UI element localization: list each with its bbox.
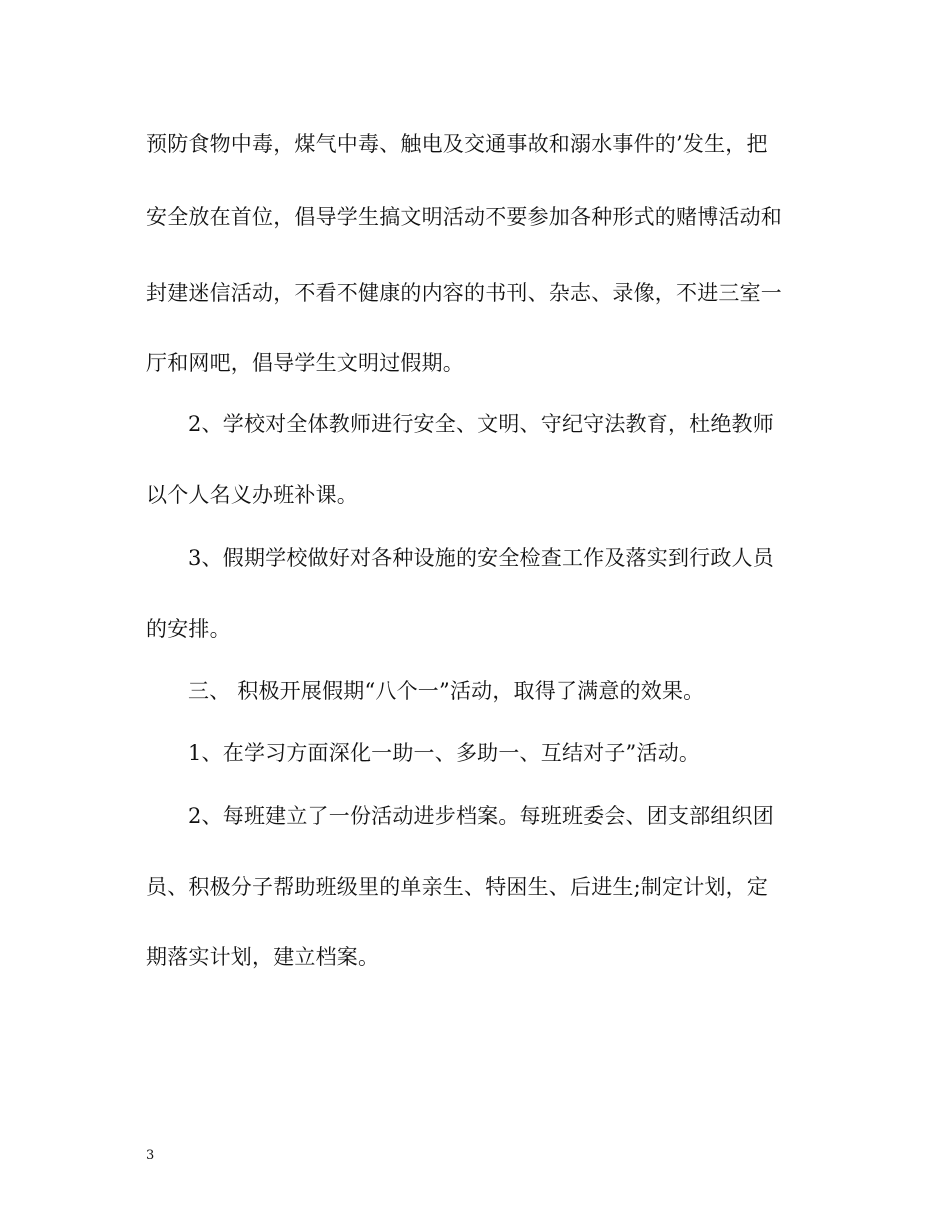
paragraph-item-1: 1、在学习方面深化一助一、多助一、互结对子”活动。 [188, 741, 701, 765]
paragraph-item-2: 2、每班建立了一份活动进步档案。每班班委会、团支部组织团 [188, 804, 774, 828]
body-text-line: 封建迷信活动，不看不健康的内容的书刊、杂志、录像，不进三室一 [146, 281, 782, 305]
body-text-line: 预防食物中毒，煤气中毒、触电及交通事故和溺水事件的’发生，把 [146, 132, 768, 156]
section-heading: 三、 积极开展假期“八个一”活动，取得了满意的效果。 [188, 679, 705, 703]
body-text-line: 的安排。 [146, 617, 231, 641]
body-text-line: 安全放在首位，倡导学生搞文明活动不要参加各种形式的赌博活动和 [146, 205, 782, 229]
paragraph-item-2: 2、学校对全体教师进行安全、文明、守纪守法教育，杜绝教师 [188, 412, 774, 436]
body-text-line: 员、积极分子帮助班级里的单亲生、特困生、后进生;制定计划，定 [146, 875, 769, 899]
body-text-line: 以个人名义办班补课。 [146, 483, 358, 507]
body-text-line: 厅和网吧，倡导学生文明过假期。 [146, 351, 464, 375]
paragraph-item-3: 3、假期学校做好对各种设施的安全检查工作及落实到行政人员 [188, 546, 774, 570]
body-text-line: 期落实计划，建立档案。 [146, 945, 380, 969]
page-number: 3 [146, 1148, 155, 1163]
